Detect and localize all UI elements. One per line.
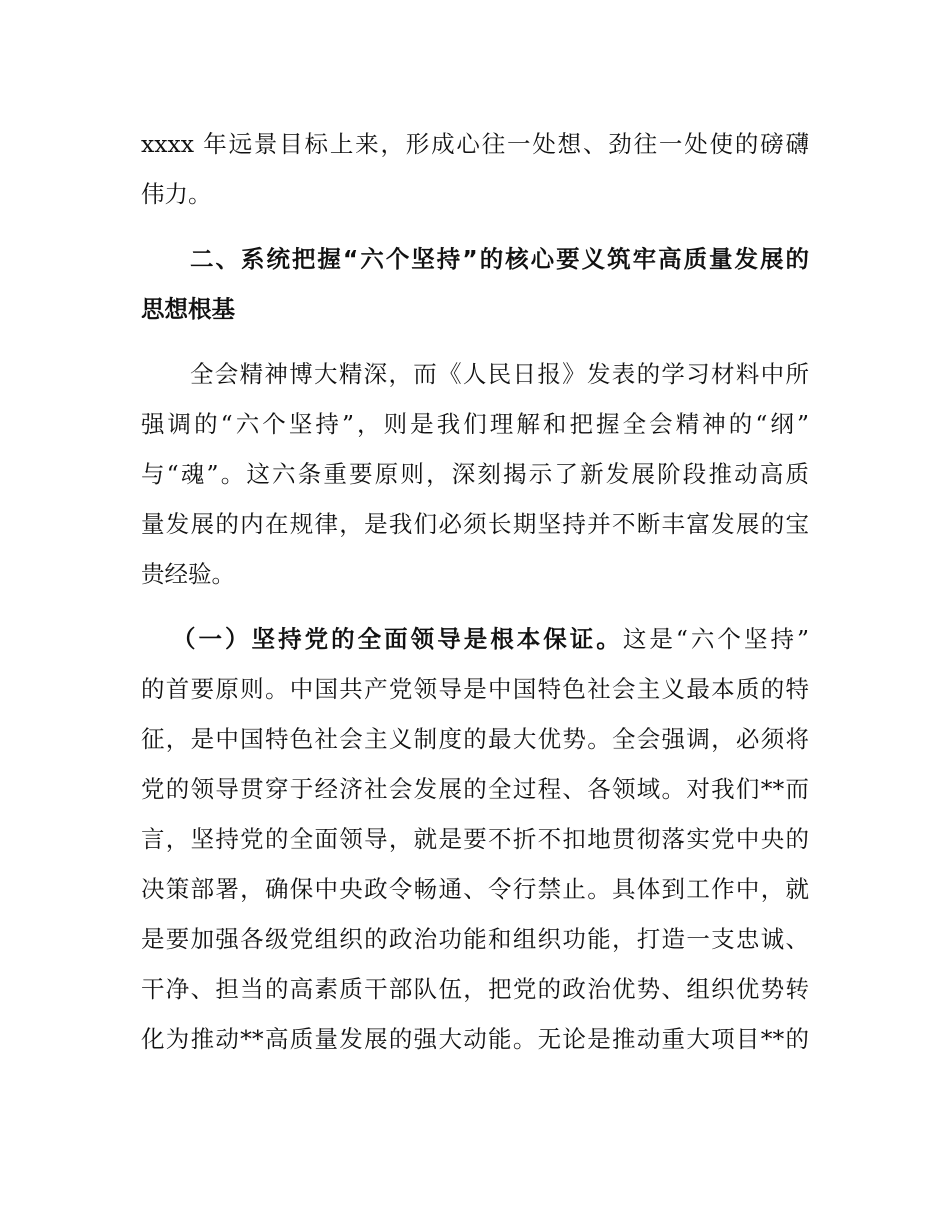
paragraph-line: 伟力。 <box>141 180 212 208</box>
paragraph-line: 化为推动**高质量发展的强大动能。无论是推动重大项目**的 <box>141 1025 809 1053</box>
paragraph-line: 量发展的内在规律，是我们必须长期坚持并不断丰富发展的宝 <box>141 510 809 538</box>
paragraph-line: 强调的“六个坚持”，则是我们理解和把握全会精神的“纲” <box>141 410 809 438</box>
subheading-rest: 这是“六个坚持” <box>622 625 810 653</box>
paragraph-line: 征，是中国特色社会主义制度的最大优势。全会强调，必须将 <box>141 725 809 753</box>
paragraph-line: 贵经验。 <box>141 560 235 588</box>
section-heading: 思想根基 <box>141 295 235 323</box>
subheading-line <box>172 622 809 656</box>
paragraph-line: 言，坚持党的全面领导，就是要不折不扣地贯彻落实党中央的 <box>141 825 809 853</box>
paragraph-line: 党的领导贯穿于经济社会发展的全过程、各领域。对我们**而 <box>141 775 809 803</box>
paragraph-line: 的首要原则。中国共产党领导是中国特色社会主义最本质的特 <box>141 675 809 703</box>
subheading: （一）坚持党的全面领导是根本保证。 <box>172 625 623 653</box>
paragraph-line: 是要加强各级党组织的政治功能和组织功能，打造一支忠诚、 <box>141 925 809 953</box>
section-heading: 二、系统把握“六个坚持”的核心要义筑牢高质量发展的 <box>190 245 809 273</box>
paragraph-line: xxxx 年远景目标上来，形成心往一处想、劲往一处使的磅礴 <box>141 130 809 158</box>
paragraph-line: 全会精神博大精深，而《人民日报》发表的学习材料中所 <box>190 360 809 388</box>
paragraph-line: 干净、担当的高素质干部队伍，把党的政治优势、组织优势转 <box>141 975 809 1003</box>
paragraph-line: 决策部署，确保中央政令畅通、令行禁止。具体到工作中，就 <box>141 875 809 903</box>
paragraph-line: 与“魂”。这六条重要原则，深刻揭示了新发展阶段推动高质 <box>141 460 809 488</box>
